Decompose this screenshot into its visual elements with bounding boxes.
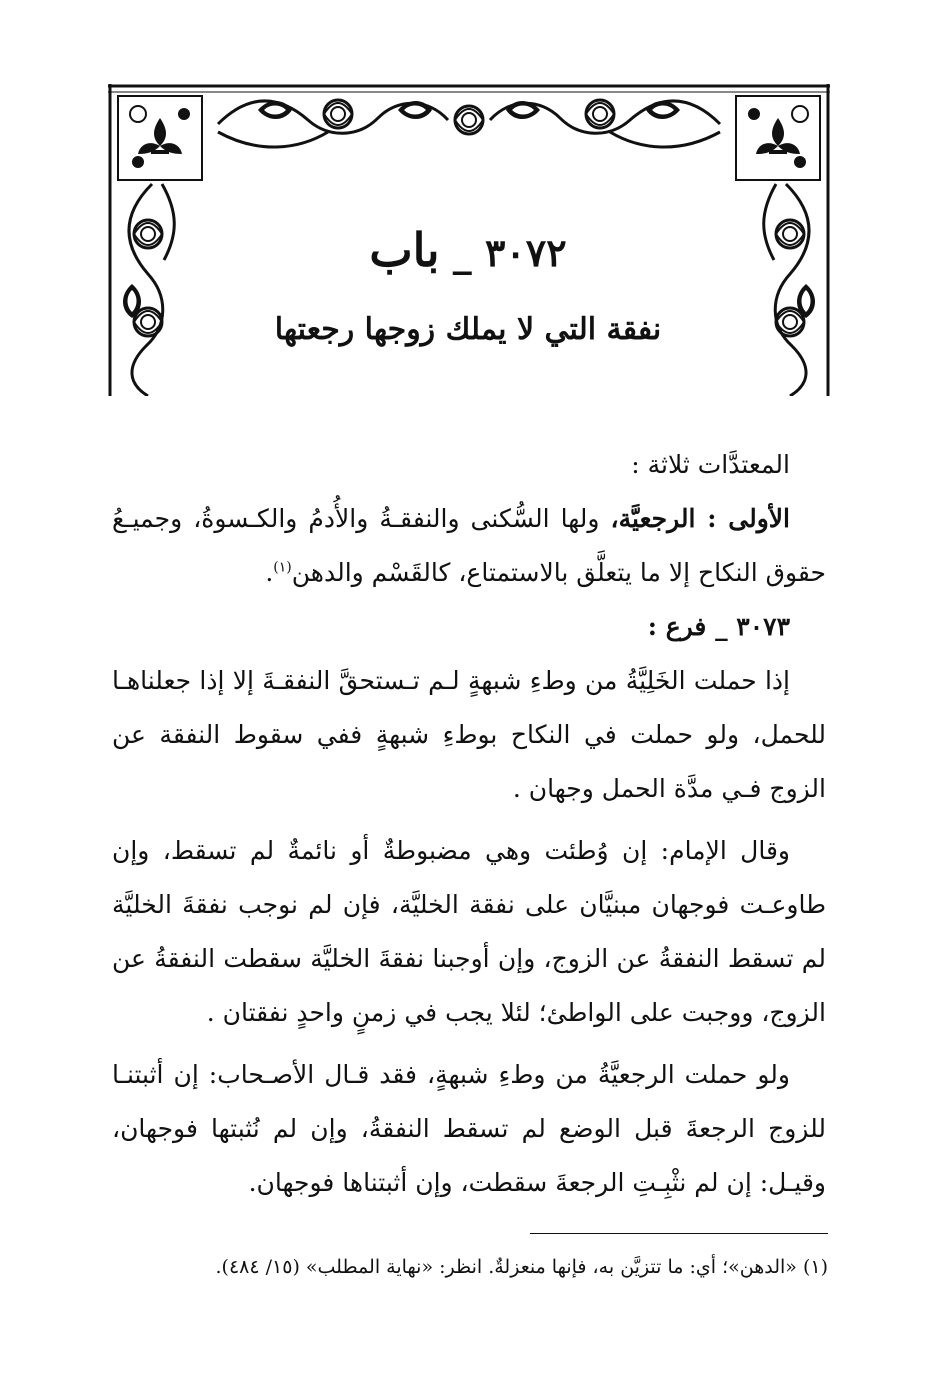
intro-text: المعتدَّات ثلاثة : (631, 450, 790, 479)
main-text (112, 438, 826, 1210)
footnote: (١) «الدهن»؛ أي: ما تتزيَّن به، فإنها منعزلةٌ. انظر: «نهاية المطلب» (١٥/ ٤٨٤). (215, 1256, 828, 1278)
branch-heading-text: ٣٠٧٣ _ فرع : (647, 612, 790, 641)
footnote-marker[interactable]: (١) (273, 559, 292, 576)
chapter-word: باب (369, 223, 440, 277)
first-category-lead: الأولى : الرجعيَّة، (610, 504, 790, 533)
intro-line (112, 438, 826, 492)
paragraph-3: ولو حملت الرجعيَّةُ من وطءِ شبهةٍ، فقد قـال الأصـحاب: إن أثبتنـا للزوج الرجعةَ قبل الوضع لم تسقط النفقةُ، وإن لم نُثبتها فوجهان، وقيـل: إن لم نثْبِـتِ الرجعةَ سقطت، وإن أثبتناها فوجهان. (112, 1060, 826, 1197)
chapter-number: ٣٠٧٢ _ (452, 230, 567, 275)
branch-heading (112, 600, 826, 654)
chapter-heading (190, 222, 746, 281)
first-category-end: . (265, 558, 274, 587)
chapter-subtitle: نفقة التي لا يملك زوجها رجعتها (274, 312, 662, 347)
paragraph-1: إذا حملت الخَلِيَّةُ من وطءِ شبهةٍ لـم تـستحقَّ النفقـةَ إلا إذا جعلناهـا للحمل، ولو حملت في النكاح بوطءِ شبهةٍ ففي سقوط النفقة عن الزوج فـي مدَّة الحمل وجهان . (112, 666, 826, 803)
first-category-paragraph (112, 492, 826, 600)
paragraph-2: وقال الإمام: إن وُطئت وهي مضبوطةٌ أو نائمةٌ لم تسقط، وإن طاوعـت فوجهان مبنيَّان على نفقة الخليَّة، فإن لم نوجب نفقةَ الخليَّة لم تسقط النفقةُ عن الزوج، وإن أوجبنا نفقةَ الخليَّة سقطت النفقةُ عن الزوج، ووجبت على الواطئ؛ لئلا يجب في زمنٍ واحدٍ نفقتان . (112, 836, 826, 1027)
first-category-text: ولها السُّكنى والنفقـةُ والأُدمُ والكـسوةُ، وجميـعُ حقوق النكاح إلا ما يتعلَّق بالاستمتاع، كالقَسْم والدهن (112, 504, 826, 587)
footnote-rule (530, 1233, 828, 1234)
